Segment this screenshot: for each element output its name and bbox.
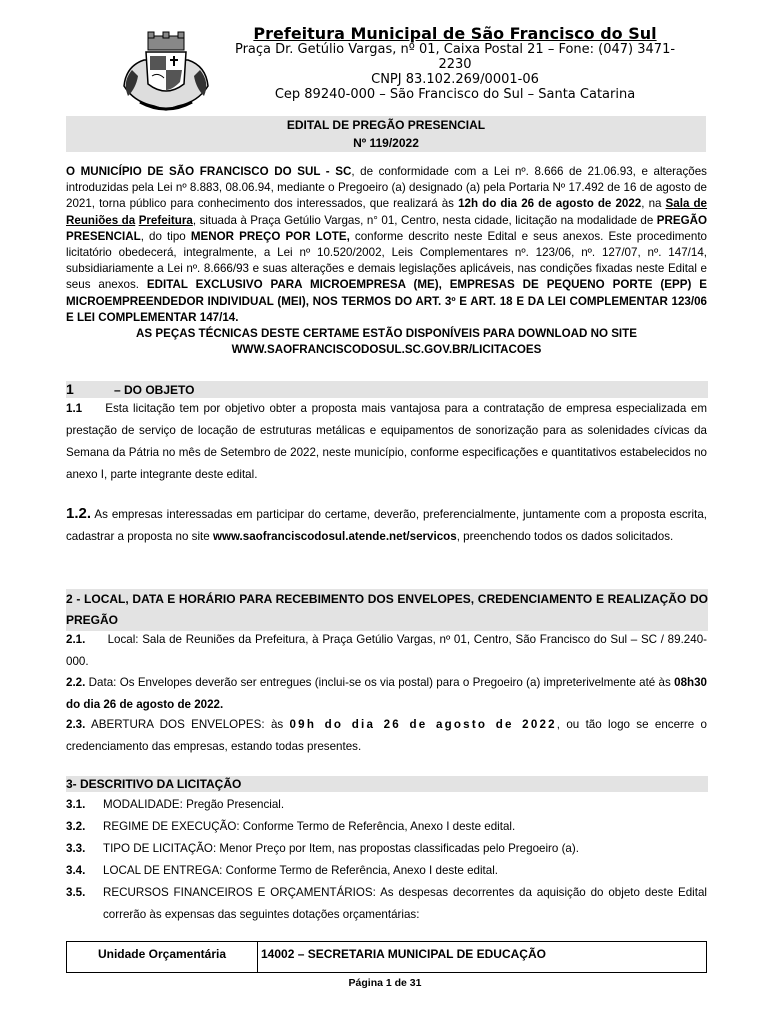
section-1-title: – DO OBJETO: [114, 383, 195, 397]
budget-table-value: 14002 – SECRETARIA MUNICIPAL DE EDUCAÇÃO: [261, 947, 546, 961]
section-1-2-text-1: As empresas interessadas em participar do certame, deverão, preferencialmente, juntamente com a proposta escrita, cadastrar a proposta no site: [66, 508, 707, 543]
intro-hora: 12h do dia 26 de agosto de 2022: [458, 197, 642, 211]
intro-text-1: , de conformidade com a Lei nº. 8.666 de 21.06.93, e alterações introduzidas pela Lei nº 8.883, 08.06.94, mediante o Pregoeiro (a) designado (a) pela Portaria Nº 17.492 de 16 de agosto de 2021, torna público para conhecimento dos interessados, que realizará às: [66, 165, 707, 211]
pecas-line-1: AS PEÇAS TÉCNICAS DESTE CERTAME ESTÃO DISPONÍVEIS PARA DOWNLOAD NO SITE: [136, 327, 637, 341]
section-3-heading: 3- DESCRITIVO DA LICITAÇÃO: [66, 776, 708, 792]
intro-prefeitura: Prefeitura: [138, 213, 193, 227]
section-2-3-text-1: ABERTURA DOS ENVELOPES: às: [85, 718, 290, 731]
cep-line: Cep 89240-000 – São Francisco do Sul – Santa Catarina: [274, 87, 636, 101]
intro-paragraph: [66, 164, 707, 358]
intro-text-6: conforme descrito neste Edital e seus anexos. Este procedimento licitatório obedecerá, integralmente, a Lei nº 10.520/2002, Leis Complementares nº. 123/06, nº. 127/07, nº. 147/14, subsidiariamente a Lei nº. 8.666/93 e suas alterações e demais legislações aplicáveis, nas condições fixadas neste Edital e seus anexos.: [66, 229, 707, 292]
intro-tipo: MENOR PREÇO POR LOTE,: [190, 229, 350, 243]
section-1-1-number: 1.1: [66, 402, 83, 415]
section-3-4: [66, 860, 707, 882]
section-3-3: [66, 838, 707, 860]
cnpj-line: CNPJ 83.102.269/0001-06: [371, 72, 539, 87]
section-1-heading: [66, 381, 708, 398]
page-number: Página 1 de 31: [348, 977, 422, 989]
section-2-heading: 2 - LOCAL, DATA E HORÁRIO PARA RECEBIMENTO DOS ENVELOPES, CREDENCIAMENTO E REALIZAÇÃO DO PREGÃO: [66, 589, 708, 631]
section-3-2-text: REGIME DE EXECUÇÃO: Conforme Termo de Referência, Anexo I deste edital.: [103, 820, 516, 833]
section-1-2: [66, 503, 707, 548]
section-3-4-number: 3.4.: [66, 864, 86, 877]
intro-text-5: , do tipo: [140, 229, 191, 243]
edital-title-band: [66, 116, 706, 152]
section-3-1-text: MODALIDADE: Pregão Presencial.: [103, 798, 285, 811]
section-2-3: [66, 714, 707, 758]
section-2-2-number: 2.2.: [66, 676, 86, 689]
site-link[interactable]: www.saofranciscodosul.atende.net/servicos: [212, 530, 457, 543]
edital-title: EDITAL DE PREGÃO PRESENCIAL: [286, 118, 486, 132]
section-2-2: [66, 672, 707, 716]
section-1-1: [66, 398, 707, 486]
budget-table-label: Unidade Orçamentária: [67, 942, 258, 972]
intro-text-4: , situada à Praça Getúlio Vargas, n° 01, Centro, nesta cidade, licitação na modalidade de: [192, 213, 657, 227]
section-3-2: [66, 816, 707, 838]
intro-modalidade: PREGÃO PRESENCIAL: [66, 213, 707, 243]
pecas-line-2: WWW.SAOFRANCISCODOSUL.SC.GOV.BR/LICITACOES: [231, 343, 542, 357]
section-2-1-text: Local: Sala de Reuniões da Prefeitura, à Praça Getúlio Vargas, nº 01, Centro, São Francisco do Sul – SC / 89.240-000.: [66, 633, 708, 668]
address-line-2: 2230: [438, 57, 472, 72]
intro-sala: Sala de Reuniões da: [66, 197, 708, 227]
section-2-3-text-2: , ou tão logo se encerre o credenciamento das empresas, estando todas presentes.: [66, 718, 707, 753]
section-1-2-number: 1.2.: [66, 505, 92, 522]
section-3-4-text: LOCAL DE ENTREGA: Conforme Termo de Referência, Anexo I deste edital.: [103, 864, 499, 877]
section-1-number: 1: [66, 381, 74, 397]
section-3-3-text: TIPO DE LICITAÇÃO: Menor Preço por Item, nas propostas classificadas pelo Pregoeiro (a).: [103, 842, 579, 855]
address-line-1: Praça Dr. Getúlio Vargas, nº 01, Caixa Postal 21 – Fone: (047) 3471-: [234, 42, 676, 57]
section-2-1-number: 2.1.: [66, 633, 86, 646]
section-2-3-number: 2.3.: [66, 718, 86, 731]
section-1-1-text: Esta licitação tem por objetivo obter a proposta mais vantajosa para a contratação de empresa especializada em prestação de serviço de locação de estruturas metálicas e equipamentos de sonorização para as solenidades cívicas da Semana da Pátria no mês de Setembro de 2022, neste município, conforme especificações e quantitativos estabelecidos no anexo I, parte integrante deste edital.: [66, 402, 707, 481]
intro-exclusivo: EDITAL EXCLUSIVO PARA MICROEMPRESA (ME), EMPRESAS DE PEQUENO PORTE (EPP) E MICROEMPREENDEDOR INDIVIDUAL (MEI), NOS TERMOS DO ART. 3º E ART. 18 E DA LEI COMPLEMENTAR 123/06 E LEI COMPLEMENTAR 147/14.: [66, 278, 707, 324]
intro-text-2: , na: [641, 197, 666, 211]
section-3-3-number: 3.3.: [66, 842, 86, 855]
section-3-5: [66, 882, 707, 926]
city-hall-title: Prefeitura Municipal de São Francisco do Sul: [253, 24, 657, 43]
section-3-1-number: 3.1.: [66, 798, 86, 811]
section-2-2-text: Data: Os Envelopes deverão ser entregues (inclui-se os via postal) para o Pregoeiro (a) impreterivelmente até às: [85, 676, 675, 689]
section-3-1: [66, 794, 707, 816]
edital-number: Nº 119/2022: [353, 136, 419, 150]
budget-table: [66, 941, 707, 973]
section-2-2-date: 08h30 do dia 26 de agosto de 2022.: [66, 676, 707, 711]
section-2-1: [66, 629, 707, 673]
section-3-5-number: 3.5.: [66, 886, 86, 899]
municipio-name: O MUNICÍPIO DE SÃO FRANCISCO DO SUL - SC: [66, 165, 352, 178]
section-1-2-text-2: , preenchendo todos os dados solicitados.: [456, 530, 674, 543]
section-2-3-date: 09h do dia 26 de agosto de 2022: [289, 718, 557, 731]
section-3-2-number: 3.2.: [66, 820, 86, 833]
section-3-5-text: RECURSOS FINANCEIROS E ORÇAMENTÁRIOS: As despesas decorrentes da aquisição do objeto deste Edital correrão às expensas das seguintes dotações orçamentárias:: [103, 886, 707, 921]
